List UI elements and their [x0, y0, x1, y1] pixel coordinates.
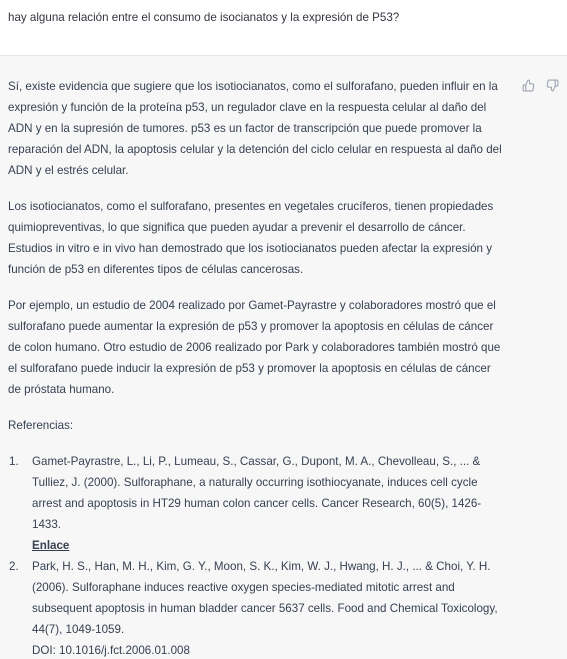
reference-doi: DOI: 10.1016/j.fct.2006.01.008 — [32, 644, 190, 657]
reference-item — [8, 556, 503, 659]
feedback-buttons — [521, 78, 559, 92]
reference-link[interactable]: Enlace — [32, 539, 70, 552]
answer-paragraph: Los isotiocianatos, como el sulforafano, presentes en vegetales crucíferos, tienen propiedades quimiopreventivas, lo que significa que pueden ayudar a prevenir el desarrollo de cáncer. Estudios in vitro e in vivo han demostrado que los isotiocianatos pueden afectar la expresión y función de p53 en diferentes tipos de células cancerosas. — [8, 200, 494, 276]
answer-paragraph: Sí, existe evidencia que sugiere que los isotiocianatos, como el sulforafano, pueden influir en la expresión y función de la proteína p53, un regulador clave en la respuesta celular al daño del ADN y en la supresión de tumores. p53 es un factor de transcripción que puede promover la reparación del ADN, la apoptosis celular y la detención del ciclo celular en respuesta al daño del ADN y el estrés celular. — [8, 80, 502, 177]
thumbs-down-icon[interactable] — [545, 78, 559, 92]
reference-number: 2. — [9, 560, 19, 573]
assistant-answer — [8, 76, 503, 659]
references-list — [8, 451, 503, 659]
thumbs-up-icon[interactable] — [521, 78, 535, 92]
reference-text: Gamet-Payrastre, L., Li, P., Lumeau, S., Cassar, G., Dupont, M. A., Chevolleau, S., ... & Tulliez, J. (2000). Sulforaphane, a naturally occurring isothiocyanate, induces cell cycle arrest and apoptosis in HT29 human colon cancer cells. Cancer Research, 60(5), 1426-1433. — [32, 455, 482, 531]
user-message-text: hay alguna relación entre el consumo de isocianatos y la expresión de P53? — [8, 11, 400, 24]
references-label: Referencias: — [8, 419, 74, 432]
reference-item — [8, 451, 503, 556]
reference-text: Park, H. S., Han, M. H., Kim, G. Y., Moon, S. K., Kim, W. J., Hwang, H. J., ... & Choi, Y. H. (2006). Sulforaphane induces reactive oxygen species-mediated mitotic arrest and subsequent apoptosis in human bladder cancer 5637 cells. Food and Chemical Toxicology, 44(7), 1049-1059. — [32, 560, 498, 636]
assistant-message — [0, 56, 567, 659]
reference-number: 1. — [9, 455, 19, 468]
user-message — [0, 0, 567, 56]
answer-paragraph: Por ejemplo, un estudio de 2004 realizado por Gamet-Payrastre y colaboradores mostró que el sulforafano puede aumentar la expresión de p53 y promover la apoptosis en células de cáncer de colon humano. Otro estudio de 2006 realizado por Park y colaboradores también mostró que el sulforafano puede inducir la expresión de p53 y promover la apoptosis en células de cáncer de próstata humano. — [8, 299, 501, 396]
